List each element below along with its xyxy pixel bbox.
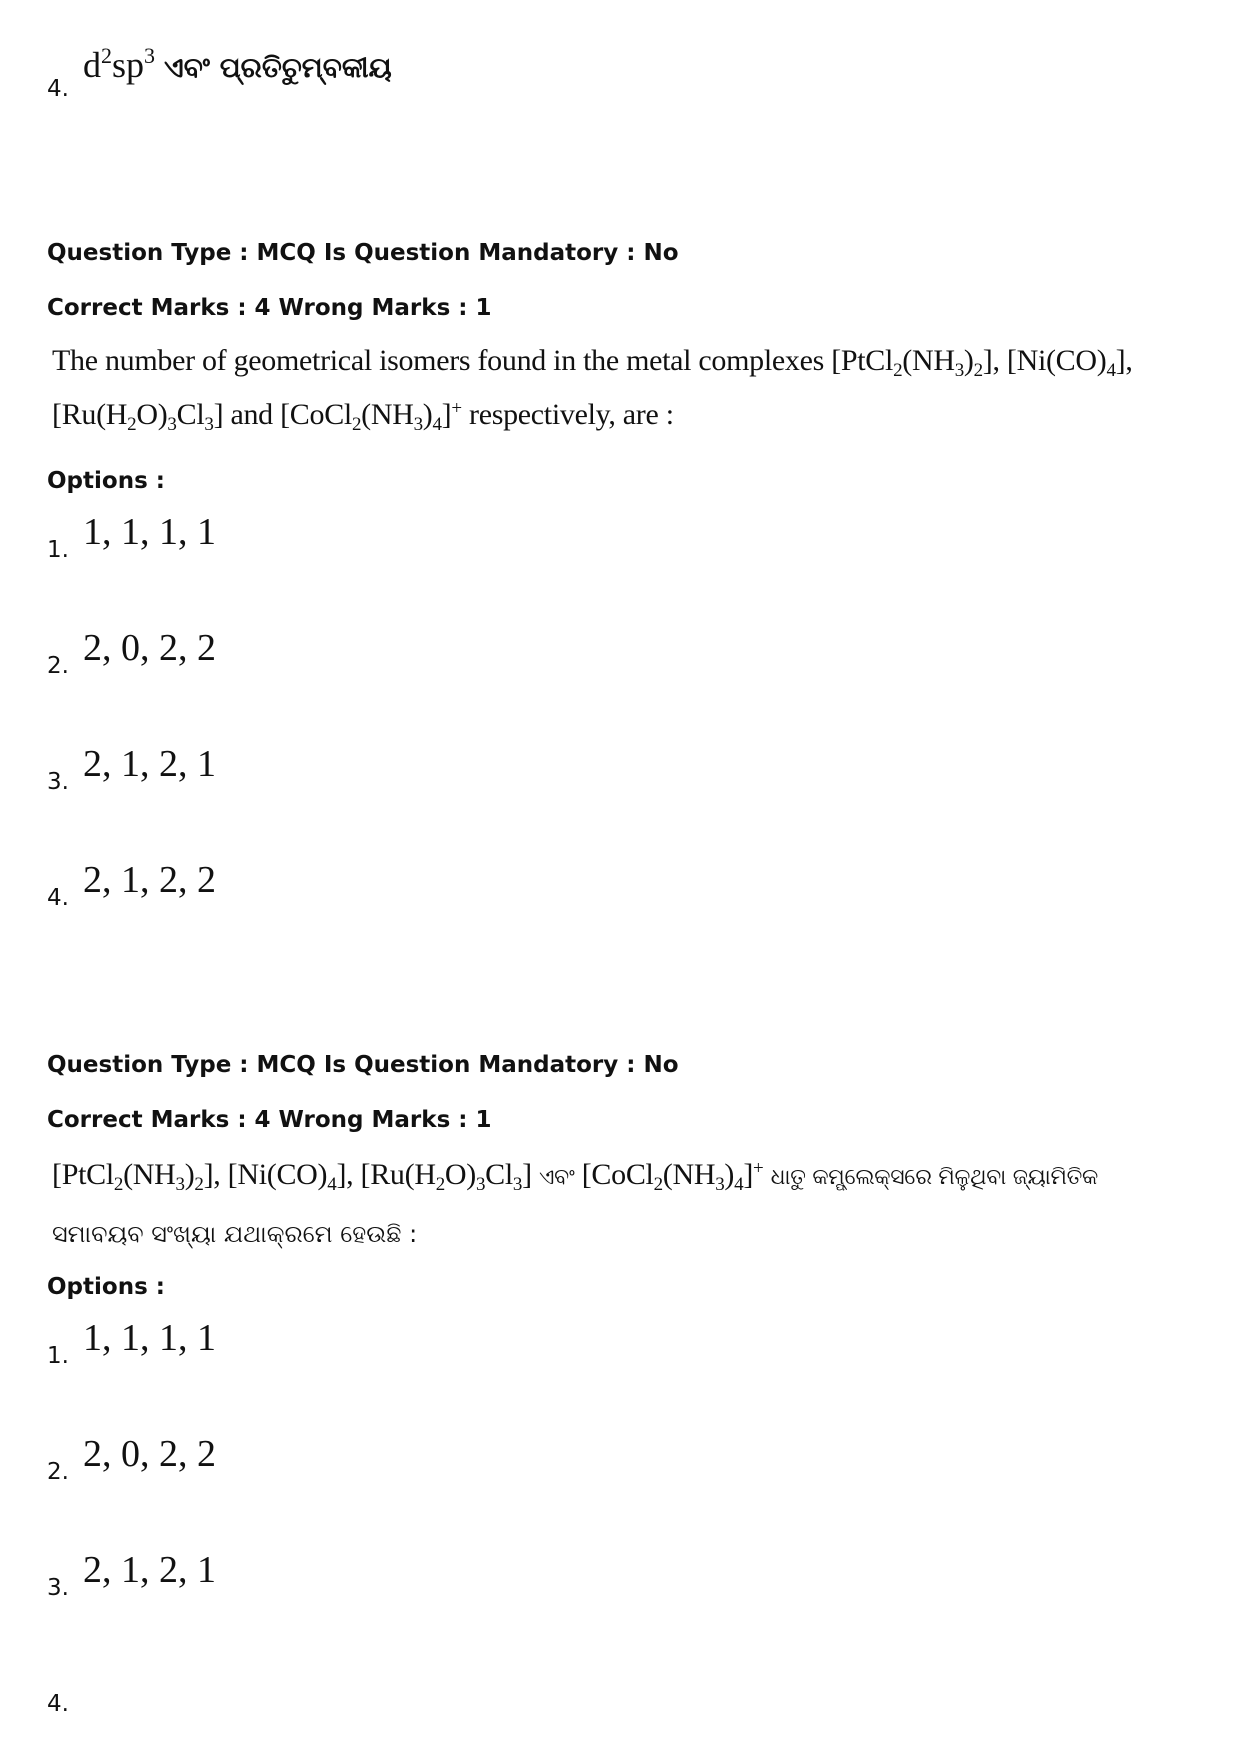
question-text-intro: The number of geometrical isomers found in the metal complexes — [52, 344, 824, 377]
question-type-line: Question Type : MCQ Is Question Mandatory : No — [47, 240, 679, 266]
question-text-line2: $[Ru(H_2O)_3Cl_3]$ and $[CoCl_2(NH_3)_4]^+$ respectively, are : — [52, 398, 674, 435]
option-value: 1, 1, 1, 1 — [83, 1317, 216, 1359]
marks-line: Correct Marks : 4 Wrong Marks : 1 — [47, 295, 492, 321]
option-number: 2. — [47, 653, 69, 679]
option-value: 1, 1, 1, 1 — [83, 511, 216, 553]
option-number: 4. — [47, 885, 69, 911]
option-value: 2, 0, 2, 2 — [83, 1433, 216, 1475]
option-number: 3. — [47, 769, 69, 795]
option-value: 2, 0, 2, 2 — [83, 627, 216, 669]
and-word-odia: ଏବଂ — [539, 1165, 575, 1190]
question-text-line1: The number of geometrical isomers found in the metal complexes $[PtCl_2(NH_3)_2]$, $[Ni(CO)_4]$, — [52, 344, 1133, 381]
option-value: 2, 1, 2, 2 — [83, 859, 216, 901]
option-number: 2. — [47, 1459, 69, 1485]
options-label: Options : — [47, 468, 165, 494]
top-option-formula — [83, 44, 392, 86]
option-value: 2, 1, 2, 1 — [83, 1549, 216, 1591]
question-type-line: Question Type : MCQ Is Question Mandatory : No — [47, 1052, 679, 1078]
formula-d: d — [83, 45, 101, 85]
option-number: 4. — [47, 1691, 69, 1717]
option-number: 4. — [47, 76, 69, 102]
formula-superscript: 2 — [101, 43, 112, 68]
question-text-line2: ସମାବୟବ ସଂଖ୍ୟା ଯଥାକ୍ରମେ ହେଉଛି : — [52, 1220, 418, 1248]
and-word: and — [230, 398, 273, 431]
option-number: 3. — [47, 1575, 69, 1601]
formula-sp: sp — [112, 45, 145, 85]
formula-superscript: 3 — [144, 43, 156, 68]
question-text-line1: $[PtCl_2(NH_3)_2]$, $[Ni(CO)_4]$, $[Ru(H_2O)_3Cl_3]$ ଏବଂ $[CoCl_2(NH_3)_4]^+$ ଧାତୁ କମ୍ପ୍ଲେକ୍ସରେ ମିଳୁଥିବା ଜ୍ୟାମିତିକ — [52, 1158, 1098, 1195]
options-label: Options : — [47, 1274, 165, 1300]
option-number: 1. — [47, 1343, 69, 1369]
top-option-odia-text: ଏବଂ ପ୍ରତିଚୁମ୍ବକୀୟ — [164, 51, 392, 84]
marks-line: Correct Marks : 4 Wrong Marks : 1 — [47, 1107, 492, 1133]
option-number: 1. — [47, 537, 69, 563]
question-text-tail: respectively, are : — [469, 398, 674, 431]
question-text-tail: ଧାତୁ କମ୍ପ୍ଲେକ୍ସରେ ମିଳୁଥିବା ଜ୍ୟାମିତିକ — [770, 1165, 1098, 1190]
option-value: 2, 1, 2, 1 — [83, 743, 216, 785]
